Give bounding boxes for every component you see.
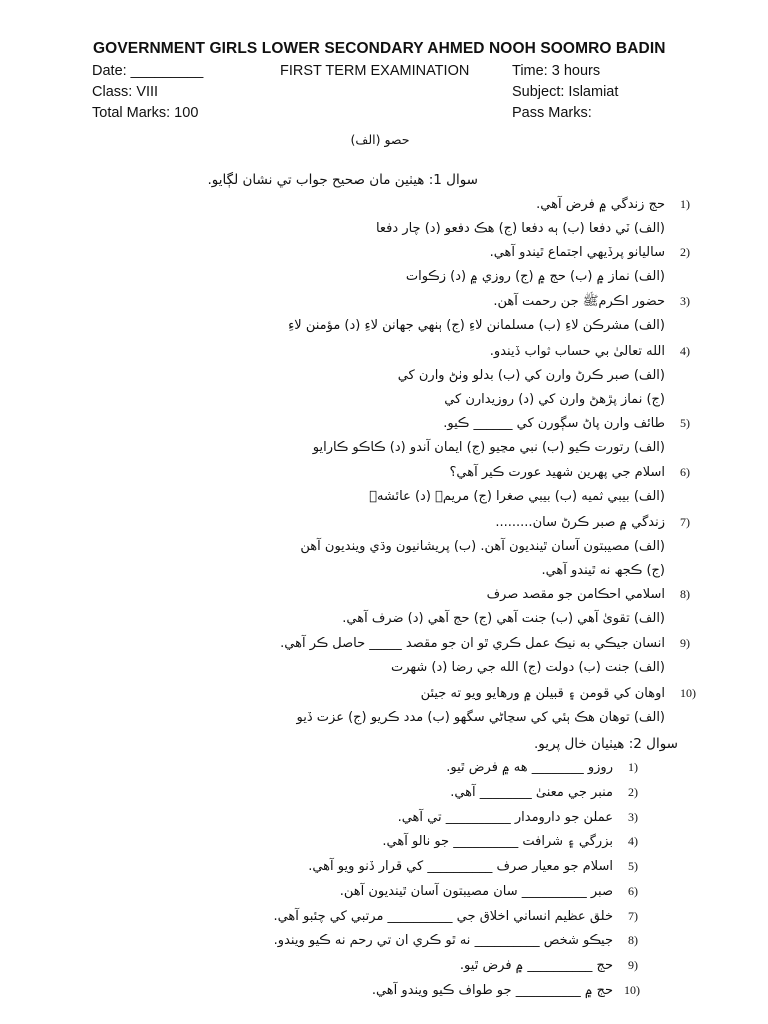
q1-item-option: (الف) مشرڪن لاءِ (ب) مسلمانن لاءِ (ج) ٻنهي جهانن لاءِ (د) مؤمنن لاءِ: [288, 318, 665, 333]
q2-item-num: 2): [628, 785, 638, 799]
q2-item-num: 3): [628, 810, 638, 824]
q2-item-text: حج __________ ۾ فرض ٿيو.: [459, 958, 613, 973]
q2-item-text: منبر جي معنىٰ ________ آهي.: [450, 785, 613, 800]
q2-item-num: 9): [628, 958, 638, 972]
q2-item-text: بزرگي ۽ شرافت __________ جو نالو آهي.: [382, 834, 613, 849]
q1-item-num: 8): [680, 587, 690, 601]
q1-item-num: 1): [680, 197, 690, 211]
q1-item-option: (ج) نماز پڙهڻ وارن کي (د) روزيدارن کي: [444, 392, 665, 407]
q1-item-num: 5): [680, 416, 690, 430]
q1-heading: سوال 1: هيٺين مان صحيح جواب تي نشان لڳايو.: [207, 172, 478, 188]
school-name: GOVERNMENT GIRLS LOWER SECONDARY AHMED NOOH SOOMRO BADIN: [93, 40, 666, 57]
q1-item-option: (الف) بيبي ثميه (ب) بيبي صغرا (ج) مريمؑ (د) عائشهؓ: [369, 489, 665, 504]
q2-item-num: 5): [628, 859, 638, 873]
q2-item-num: 8): [628, 933, 638, 947]
q1-item-stem: انسان جيڪي به نيڪ عمل ڪري ٿو ان جو مقصد _____ حاصل ڪر آهي.: [280, 636, 665, 651]
date-field: Date: _________: [92, 63, 204, 79]
q2-item-num: 1): [628, 760, 638, 774]
q2-item-text: اسلام جو معيار صرف __________ کي قرار ڏنو ويو آهي.: [308, 859, 613, 874]
section-title: حصو (الف): [350, 132, 410, 147]
q1-item-option: (ج) ڪجھ نه ٿيندو آهي.: [541, 563, 665, 578]
q1-item-num: 3): [680, 294, 690, 308]
exam-name: FIRST TERM EXAMINATION: [280, 63, 470, 79]
q2-item-text: صبر __________ سان مصيبتون آسان ٿينديون آهن.: [339, 884, 613, 899]
q1-item-num: 7): [680, 515, 690, 529]
q1-item-stem: حج زندگي ۾ فرض آهي.: [536, 197, 665, 212]
class-field: Class: VIII: [92, 84, 159, 100]
q1-item-num: 9): [680, 636, 690, 650]
q2-item-text: خلق عظيم انساني اخلاق جي __________ مرتبي کي چئبو آهي.: [273, 909, 613, 924]
q2-item-num: 10): [624, 983, 640, 997]
q2-item-num: 6): [628, 884, 638, 898]
subject-field: Subject: Islamiat: [512, 84, 619, 100]
q1-item-option: (الف) مصيبتون آسان ٿينديون آهن. (ب) پريشانيون وڌي وينديون آهن: [300, 539, 665, 554]
q1-item-stem: اوهان کي قومن ۽ قبيلن ۾ ورهايو ويو ته جيئن: [420, 686, 665, 701]
q1-item-option: (الف) ٽي دفعا (ب) ٻه دفعا (ج) هڪ دفعو (د) چار دفعا: [375, 221, 665, 236]
q1-item-option: (الف) رتورت ڪيو (ب) نبي مڃيو (ج) ايمان آندو (د) ڪاڪو ڪارايو: [312, 440, 665, 455]
q2-item-num: 4): [628, 834, 638, 848]
q1-item-option: (الف) تقوىٰ آهي (ب) جنت آهي (ج) حج آهي (د) ضرف آهي.: [342, 611, 665, 626]
q1-item-stem: حضور اڪرمﷺ جن رحمت آهن.: [493, 294, 665, 309]
q1-item-num: 6): [680, 465, 690, 479]
q1-item-stem: زندگي ۾ صبر ڪرڻ سان.........: [495, 515, 665, 530]
q2-item-text: حج ۾ __________ جو طواف ڪيو ويندو آهي.: [371, 983, 613, 998]
q1-item-num: 10): [680, 686, 696, 700]
q2-item-num: 7): [628, 909, 638, 923]
q1-item-num: 4): [680, 344, 690, 358]
q2-heading: سوال 2: هيٺيان خال پريو.: [533, 736, 678, 752]
q2-item-text: روزو ________ هه ۾ فرض ٿيو.: [446, 760, 613, 775]
q1-item-stem: ساليانو پرڏيهي اجتماع ٿيندو آهي.: [489, 245, 665, 260]
q1-item-stem: اسلام جي پهرين شهيد عورت ڪير آهي؟: [449, 465, 665, 480]
total-marks: Total Marks: 100: [92, 105, 199, 121]
q1-item-option: (الف) نماز ۾ (ب) حج ۾ (ج) روزي ۾ (د) زڪوات: [405, 269, 665, 284]
q1-item-stem: اسلامي احڪامن جو مقصد صرف: [486, 587, 665, 602]
q1-item-stem: طائف وارن پاڻ سڳورن کي ______ ڪيو.: [443, 416, 665, 431]
q2-item-text: جيڪو شخص __________ نه ٿو ڪري ان تي رحم نه ڪيو ويندو.: [273, 933, 613, 948]
q1-item-option: (الف) جنت (ب) دولت (ج) الله جي رضا (د) شهرت: [390, 660, 665, 675]
q1-item-option: (الف) صبر ڪرڻ وارن کي (ب) بدلو وٺڻ وارن کي: [397, 368, 665, 383]
q1-item-num: 2): [680, 245, 690, 259]
q1-item-option: (الف) توهان هڪ ٻئي کي سڃاڻي سگهو (ب) مدد ڪريو (ج) عزت ڏيو: [296, 710, 665, 725]
pass-marks: Pass Marks:: [512, 105, 592, 121]
exam-time: Time: 3 hours: [512, 63, 601, 79]
q2-item-text: عملن جو دارومدار __________ تي آهي.: [397, 810, 613, 825]
q1-item-stem: الله تعالىٰ بي حساب ثواب ڏيندو.: [489, 344, 665, 359]
